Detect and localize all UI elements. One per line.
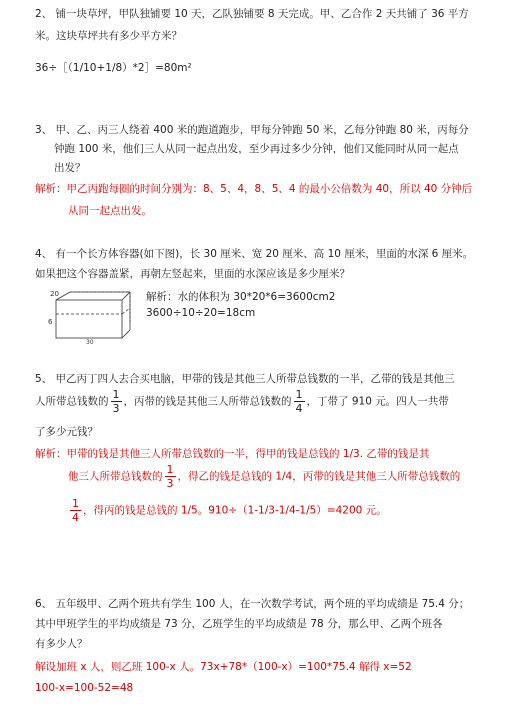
fraction-one-third bbox=[165, 464, 176, 489]
q5-line-1: 5、 甲乙丙丁四人去合买电脑，甲带的钱是其他三人所带总钱数的一半，乙带的钱是其他三 bbox=[35, 373, 455, 385]
q5-line-2-part-c: ，丁带了 910 元。四人一共带 bbox=[306, 395, 449, 408]
q5-answer-line-2-part-a: 他三人所带总钱数的 bbox=[68, 470, 163, 483]
q3-line-1: 3、 甲、乙、丙三人绕着 400 米的跑道跑步，甲每分钟跑 50 米，乙每分钟跑 80 米，丙每分 bbox=[35, 124, 469, 136]
q6-answer-line-1: 解设加班 x 人，则乙班 100-x 人。73x+78*（100-x）=100*75.4 解得 x=52 bbox=[35, 661, 412, 673]
q6-line-1: 6、 五年级甲、乙两个班共有学生 100 人，在一次数学考试，两个班的平均成绩是 75.4 分； bbox=[35, 598, 470, 610]
q3-answer-line-1: 解析：甲乙丙跑每圈的时间分别为：8、5、4，8、5、4 的最小公倍数为 40，所以 40 分钟后 bbox=[35, 183, 473, 195]
fraction-numerator: 1 bbox=[72, 497, 79, 510]
q5-answer-line-3-text: ，得丙的钱是总钱的 1/5。910÷（1-1/3-1/4-1/5）=4200 元。 bbox=[83, 504, 387, 517]
q2-line-2: 米。这块草坪共有多少平方米？ bbox=[35, 30, 182, 42]
fig-label-left: 6 bbox=[48, 318, 53, 326]
fraction-numerator: 1 bbox=[112, 388, 120, 401]
q2-solution: 36÷［（1/10+1/8）*2］=80m² bbox=[35, 62, 192, 74]
q4-line-2: 如果把这个容器盖紧，再朝左竖起来，里面的水深应该是多少厘米？ bbox=[35, 268, 350, 280]
fraction-one-quarter bbox=[70, 498, 81, 523]
fraction-one-third bbox=[111, 389, 122, 414]
fraction-denominator: 3 bbox=[112, 402, 120, 415]
q5-answer-line-2-part-b: ，得乙的钱是总钱的 1/4，丙带的钱是其他三人所带总钱数的 bbox=[177, 470, 461, 483]
fraction-denominator: 4 bbox=[295, 402, 303, 415]
q5-answer-line-1: 解析：甲带的钱是其他三人所带总钱数的一半，得甲的钱是总钱的 1/3. 乙带的钱是其 bbox=[35, 448, 430, 460]
q5-line-2 bbox=[35, 389, 449, 414]
q6-line-3: 有多少人？ bbox=[35, 638, 88, 650]
q4-solution-line-2: 3600÷10÷20=18cm bbox=[146, 307, 256, 319]
q3-line-2: 钟跑 100 米，他们三人从同一起点出发，至少再过多少分钟，他们又能同时从同一起点 bbox=[54, 143, 459, 155]
q6-line-2: 其中甲班学生的平均成绩是 73 分，乙班学生的平均成绩是 78 分，那么甲、乙两个班各 bbox=[35, 618, 443, 630]
fraction-one-quarter bbox=[294, 389, 305, 414]
fraction-numerator: 1 bbox=[295, 388, 303, 401]
q5-answer-line-2 bbox=[68, 464, 460, 489]
fig-label-top: 20 bbox=[50, 290, 59, 298]
q5-answer-line-3 bbox=[68, 498, 387, 523]
q4-solution-line-1: 解析：水的体积为 30*20*6=3600cm2 bbox=[146, 291, 336, 303]
q5-line-2-part-b: ，丙带的钱是其他三人所带总钱数的 bbox=[123, 395, 292, 408]
q2-line-1: 2、 铺一块草坪，甲队独铺要 10 天，乙队独铺要 8 天完成。甲、乙合作 2 天共铺了 36 平方 bbox=[35, 8, 469, 20]
fraction-denominator: 4 bbox=[72, 511, 79, 524]
q4-line-1: 4、 有一个长方体容器(如下图)，长 30 厘米、宽 20 厘米、高 10 厘米，里面的水深 6 厘米。 bbox=[35, 248, 474, 260]
fig-label-bottom: 30 bbox=[86, 339, 94, 344]
q5-line-3: 了多少元钱？ bbox=[35, 426, 98, 438]
q3-answer-line-2: 从同一起点出发。 bbox=[68, 205, 152, 217]
fraction-numerator: 1 bbox=[166, 463, 174, 476]
fraction-denominator: 3 bbox=[166, 477, 174, 490]
q3-line-3: 出发？ bbox=[54, 162, 86, 174]
q5-line-2-part-a: 人所带总钱数的 bbox=[35, 395, 109, 408]
cuboid-container-figure bbox=[48, 284, 138, 344]
q6-answer-line-2: 100-x=100-52=48 bbox=[35, 682, 134, 694]
